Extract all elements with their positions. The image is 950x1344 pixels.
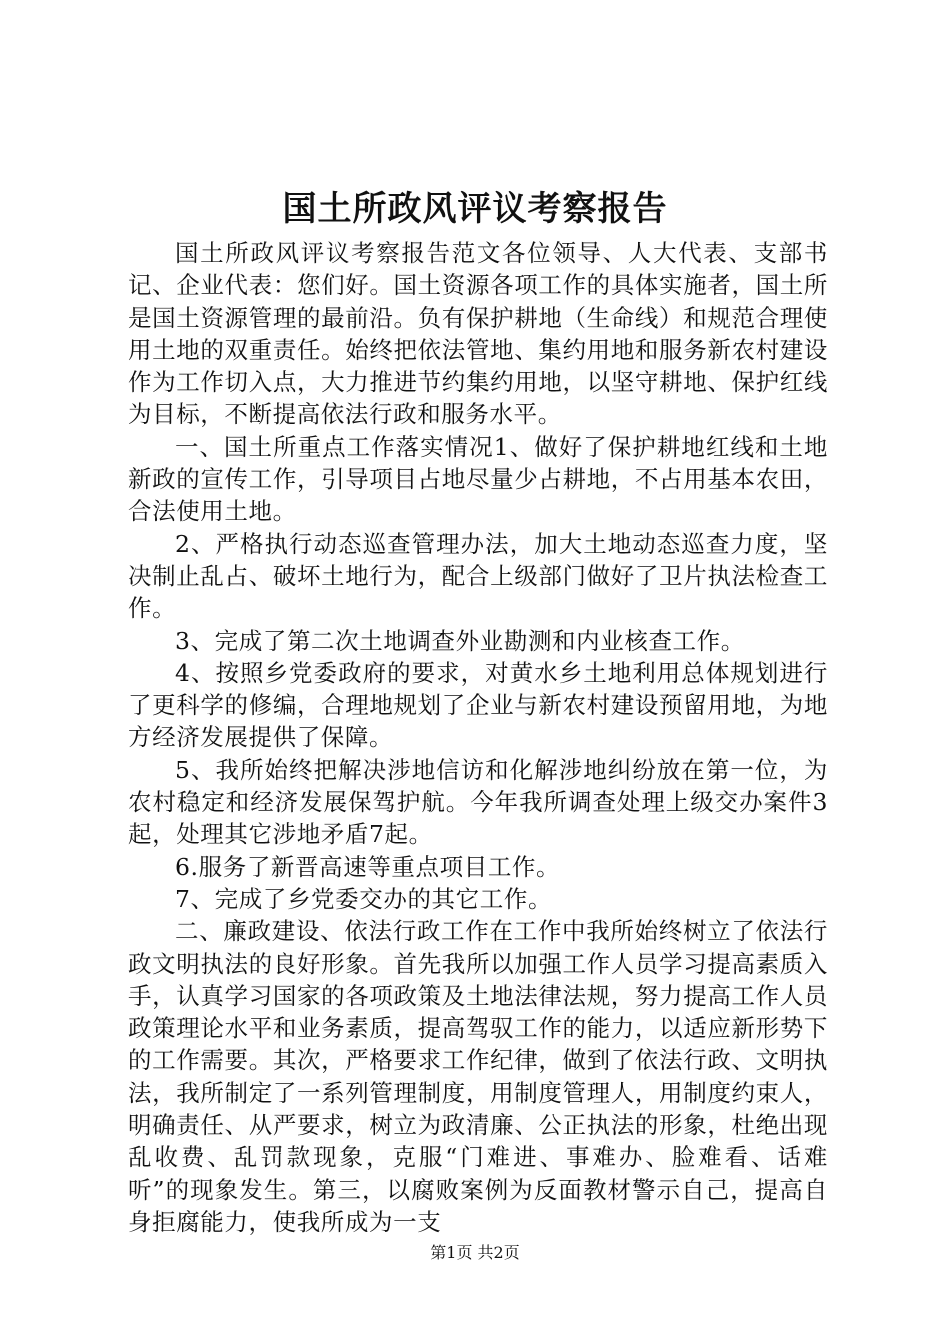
paragraph-item-2: 2、严格执行动态巡查管理办法，加大土地动态巡查力度，坚决制止乱占、破坏土地行为，配合上级部门做好了卫片执法检查工作。 [128, 529, 828, 623]
paragraph-item-7: 7、完成了乡党委交办的其它工作。 [175, 884, 553, 913]
paragraph-item-5: 5、我所始终把解决涉地信访和化解涉地纠纷放在第一位，为农村稳定和经济发展保驾护航。今年我所调查处理上级交办案件3起，处理其它涉地矛盾7起。 [128, 755, 828, 849]
paragraph-section-1: 一、国土所重点工作落实情况1、做好了保护耕地红线和土地新政的宣传工作，引导项目占地尽量少占耕地，不占用基本农田，合法使用土地。 [128, 432, 828, 526]
paragraph-item-4: 4、按照乡党委政府的要求，对黄水乡土地利用总体规划进行了更科学的修编，合理地规划了企业与新农村建设预留用地，为地方经济发展提供了保障。 [128, 658, 828, 752]
page-footer: 第1页 共2页 [430, 1243, 520, 1262]
paragraph-intro: 国土所政风评议考察报告范文各位领导、人大代表、支部书记、企业代表：您们好。国土资源各项工作的具体实施者，国土所是国土资源管理的最前沿。负有保护耕地（生命线）和规范合理使用土地的双重责任。始终把依法管地、集约用地和服务新农村建设作为工作切入点，大力推进节约集约用地，以坚守耕地、保护红线为目标，不断提高依法行政和服务水平。 [128, 239, 828, 429]
document-title: 国土所政风评议考察报告 [282, 189, 668, 229]
paragraph-section-2: 二、廉政建设、依法行政工作在工作中我所始终树立了依法行政文明执法的良好形象。首先我所以加强工作人员学习提高素质入手，认真学习国家的各项政策及土地法律法规，努力提高工作人员政策理论水平和业务素质，提高驾驭工作的能力，以适应新形势下的工作需要。其次，严格要求工作纪律，做到了依法行政、文明执法，我所制定了一系列管理制度，用制度管理人，用制度约束人，明确责任、从严要求，树立为政清廉、公正执法的形象，杜绝出现乱收费、乱罚款现象，克服“门难进、事难办、脸难看、话难听”的现象发生。第三，以腐败案例为反面教材警示自己，提高自身拒腐能力，使我所成为一支 [128, 917, 828, 1236]
paragraph-item-6: 6.服务了新晋高速等重点项目工作。 [175, 852, 561, 881]
document-body [128, 237, 828, 1238]
paragraph-item-3: 3、完成了第二次土地调查外业勘测和内业核查工作。 [175, 626, 745, 655]
